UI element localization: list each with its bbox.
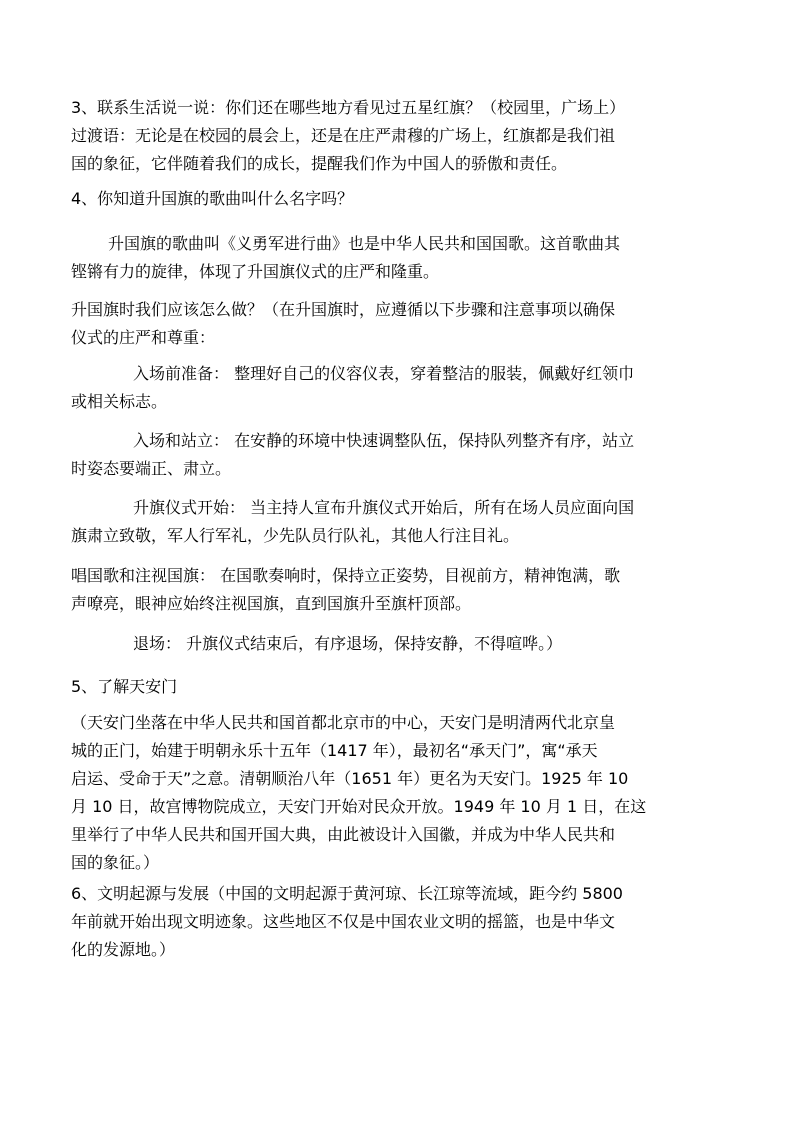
text-line: （天安门坐落在中华人民共和国首都北京市的中心，天安门是明清两代北京皇: [71, 713, 616, 732]
paragraph-step-standing: [71, 427, 731, 483]
text-line: 入场前准备： 整理好自己的仪容仪表，穿着整洁的服装，佩戴好红领巾: [133, 364, 635, 383]
text-line: 仪式的庄严和尊重：: [71, 328, 216, 347]
paragraph-step-exit: [71, 630, 731, 658]
text-line: 铿锵有力的旋律，体现了升国旗仪式的庄严和隆重。: [71, 262, 440, 281]
paragraph-step-preparation: [71, 360, 731, 416]
text-line: 5、了解天安门: [71, 677, 178, 696]
text-line: 升国旗的歌曲叫《义勇军进行曲》也是中华人民共和国国歌。这首歌曲其: [108, 234, 621, 253]
text-line: 年前就开始出现文明迹象。这些地区不仅是中国农业文明的摇篮，也是中华文: [71, 912, 616, 931]
paragraph-civilization: [71, 880, 731, 964]
paragraph-anthem-answer: [71, 230, 731, 286]
text-line: 月 10 日，故宫博物院成立，天安门开始对民众开放。1949 年 10 月 1 日，在这: [71, 797, 647, 816]
text-line: 4、你知道升国旗的歌曲叫什么名字吗？: [71, 189, 354, 208]
text-line: 国的象征。）: [71, 853, 160, 872]
paragraph-step-ceremony-start: [71, 494, 731, 550]
text-line: 6、文明起源与发展（中国的文明起源于黄河琼、长江琼等流域，距今约 5800: [71, 884, 623, 903]
text-line: 里举行了中华人民共和国开国大典，由此被设计入国徽，并成为中华人民共和: [71, 825, 616, 844]
text-line: 升旗仪式开始： 当主持人宣布升旗仪式开始后，所有在场人员应面向国: [133, 498, 635, 517]
text-line: 退场： 升旗仪式结束后，有序退场，保持安静，不得喧哗。）: [133, 634, 563, 653]
paragraph-step-anthem: [71, 562, 731, 618]
text-line: 国的象征，它伴随着我们的成长，提醒我们作为中国人的骄傲和责任。: [71, 154, 568, 173]
text-line: 旗肃立致敬，军人行军礼，少先队员行队礼，其他人行注目礼。: [71, 526, 520, 545]
text-line: 声嘹亮，眼神应始终注视国旗，直到国旗升至旗杆顶部。: [71, 594, 472, 613]
text-line: 升国旗时我们应该怎么做？（在升国旗时，应遵循以下步骤和注意事项以确保: [71, 300, 616, 319]
paragraph-tiananmen: [71, 709, 731, 877]
text-line: 启运、受命于天”之意。清朝顺治八年（1651 年）更名为天安门。1925 年 10: [71, 769, 629, 788]
paragraph-flag-raising-steps-intro: [71, 296, 731, 352]
text-line: 3、联系生活说一说：你们还在哪些地方看见过五星红旗？（校园里，广场上）: [71, 98, 626, 117]
text-line: 化的发源地。）: [71, 940, 176, 959]
text-line: 唱国歌和注视国旗： 在国歌奏响时，保持立正姿势，目视前方，精神饱满，歌: [71, 566, 621, 585]
paragraph-question-3: [71, 94, 731, 178]
paragraph-question-4: [71, 185, 731, 213]
text-line: 入场和站立： 在安静的环境中快速调整队伍，保持队列整齐有序，站立: [133, 431, 635, 450]
text-line: 或相关标志。: [71, 392, 168, 411]
text-line: 过渡语：无论是在校园的晨会上，还是在庄严肃穆的广场上，红旗都是我们祖: [71, 126, 616, 145]
text-line: 时姿态要端正、肃立。: [71, 459, 232, 478]
text-line: 城的正门，始建于明朝永乐十五年（1417 年），最初名“承天门”，寓“承天: [71, 741, 598, 760]
paragraph-heading-5: [71, 673, 731, 701]
